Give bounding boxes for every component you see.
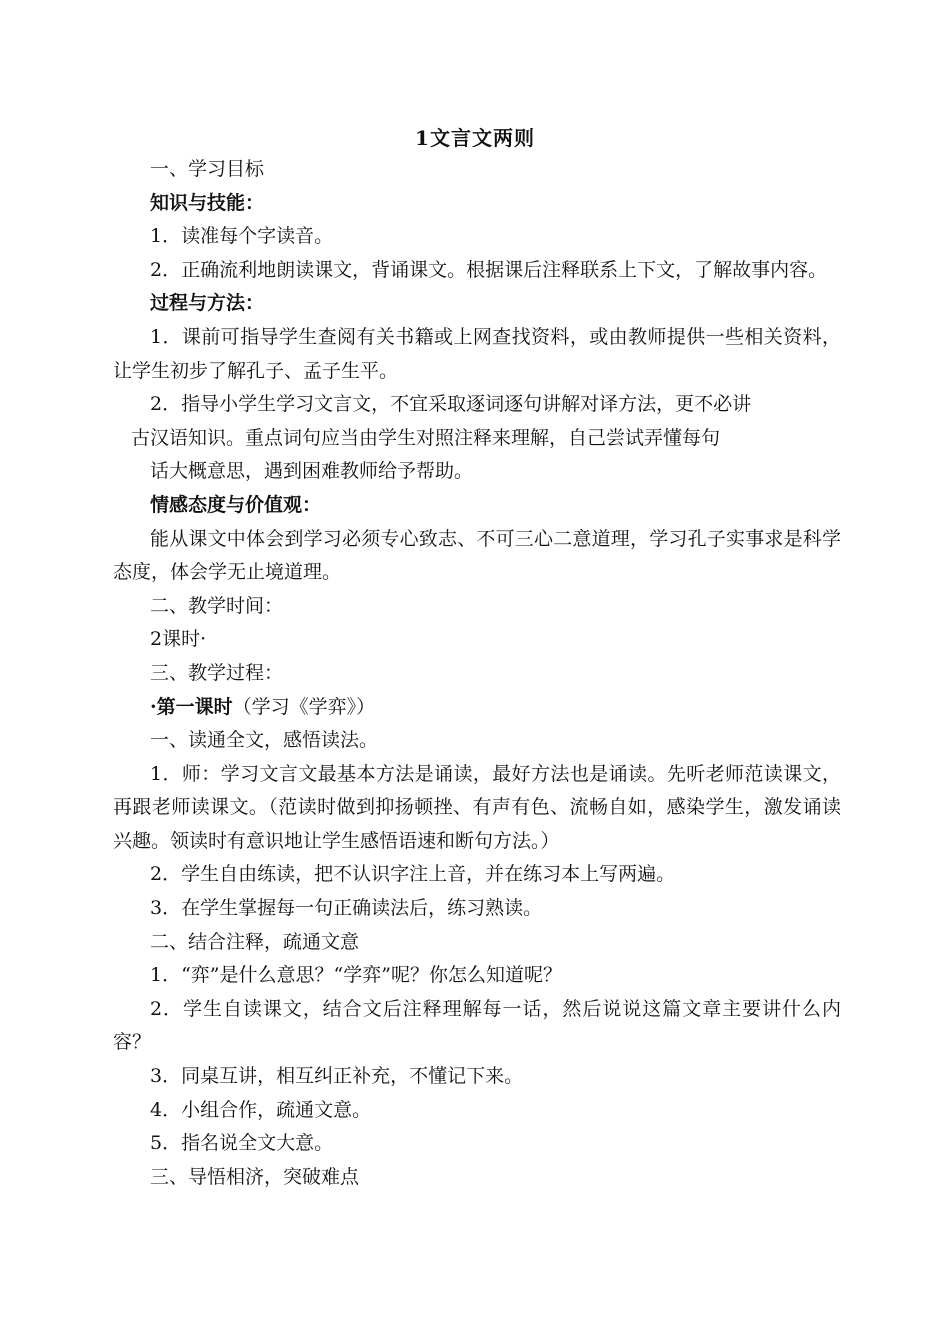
paragraph: 1．“弈”是什么意思？“学弈”呢？你怎么知道呢？ [150,964,562,987]
lesson-heading-note: （学习《学弈》） [232,695,376,718]
paragraph: 1．课前可指导学生查阅有关书籍或上网查找资料，或由教师提供一些相关资料，让学生初步了解孔子、孟子生平。 [113,325,841,382]
paragraph-line: 古汉语知识。重点词句应当由学生对照注释来理解，自己尝试弄懂每句 [131,426,721,449]
step-heading: 一、读通全文，感悟读法。 [150,729,379,752]
subheading-process-method: 过程与方法： [150,292,265,315]
paragraph: 1．读准每个字读音。 [150,225,334,248]
paragraph: 1．师：学习文言文最基本方法是诵读，最好方法也是诵读。先听老师范读课文，再跟老师读课文。（范读时做到抑扬顿挫、有声有色、流畅自如，感染学生，激发诵读兴趣。领读时有意识地让学生感悟语速和断句方法。） [113,762,841,852]
document-title: 1文言文两则 [415,126,535,150]
section-heading-teaching-process: 三、教学过程： [150,661,284,684]
paragraph-line: 话大概意思，遇到困难教师给予帮助。 [150,460,474,483]
paragraph: 5．指名说全文大意。 [150,1132,334,1155]
paragraph: 3．在学生掌握每一句正确读法后，练习熟读。 [150,897,543,920]
lesson-heading [113,691,841,725]
paragraph: 2．学生自读课文，结合文后注释理解每一话，然后说说这篇文章主要讲什么内容？ [113,997,841,1054]
section-heading-objectives: 一、学习目标 [150,158,265,180]
paragraph: 2课时· [150,628,207,651]
paragraph: 2．正确流利地朗读课文，背诵课文。根据课后注释联系上下文，了解故事内容。 [150,258,828,281]
step-heading: 三、导悟相济，突破难点 [150,1165,360,1188]
subheading-knowledge-skills: 知识与技能： [150,191,265,214]
subheading-emotion-values: 情感态度与价值观： [150,493,322,516]
paragraph: 3．同桌互讲，相互纠正补充，不懂记下来。 [150,1065,524,1088]
paragraph: 4．小组合作，疏通文意。 [150,1098,372,1121]
paragraph-line: 2．指导小学生学习文言文，不宜采取逐词逐句讲解对译方法，更不必讲 [150,393,752,416]
paragraph: 2．学生自由练读，把不认识字注上音，并在练习本上写两遍。 [150,863,676,886]
document-body [113,153,841,1194]
paragraph: 能从课文中体会到学习必须专心致志、不可三心二意道理，学习孔子实事求是科学态度，体会学无止境道理。 [113,527,841,584]
section-heading-teaching-time: 二、教学时间： [150,594,284,617]
step-heading: 二、结合注释，疏通文意 [150,930,360,953]
lesson-heading-label: ·第一课时 [150,695,233,718]
